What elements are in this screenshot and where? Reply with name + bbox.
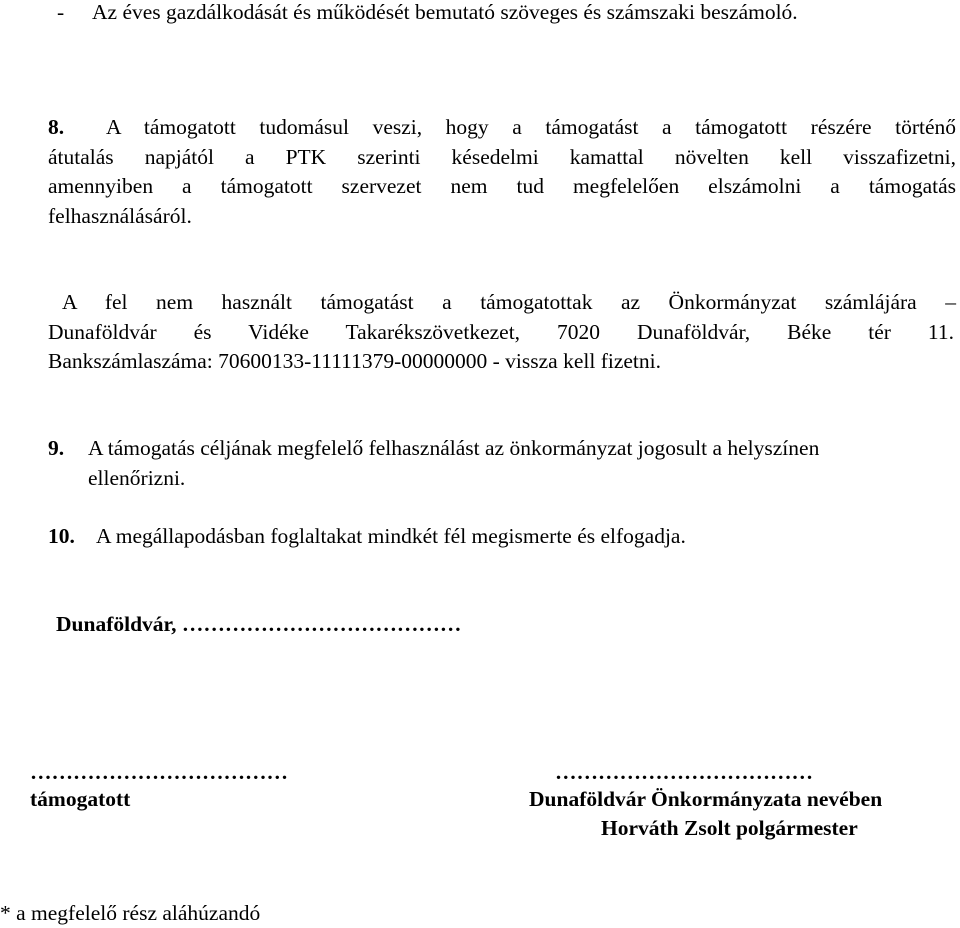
section-8-line-4: felhasználásáról. [48, 204, 192, 228]
place-date-line: Dunaföldvár, ………………………………… [56, 612, 462, 636]
section-10-text: A megállapodásban foglaltakat mindkét fél megismerte és elfogadja. [96, 524, 686, 548]
footnote: * a megfelelő rész aláhúzandó [0, 901, 261, 925]
signature-label-left: támogatott [30, 787, 131, 811]
repayment-line-3: Bankszámlaszáma: 70600133-11111379-00000000 - vissza kell fizetni. [48, 349, 662, 373]
section-8-number: 8. [48, 115, 65, 139]
section-8-line-1: A támogatott tudomásul veszi, hogy a támogatást a támogatott részére történő [106, 115, 956, 139]
section-9-line-1: A támogatás céljának megfelelő felhasználást az önkormányzat jogosult a helyszínen [88, 436, 820, 460]
signature-label-right: Dunaföldvár Önkormányzata nevében [529, 787, 883, 811]
repayment-line-1: A fel nem használt támogatást a támogatottak az Önkormányzat számlájára – [62, 290, 956, 314]
signatory-name: Horváth Zsolt polgármester [601, 816, 858, 840]
intro-item-text: Az éves gazdálkodását és működését bemutató szöveges és számszaki beszámoló. [92, 0, 798, 24]
section-10-number: 10. [48, 524, 75, 548]
list-dash: - [57, 0, 65, 24]
signature-dots-right: ……………………………… [555, 760, 813, 784]
repayment-line-2: Dunaföldvár és Vidéke Takarékszövetkezet, 7020 Dunaföldvár, Béke tér 11. [48, 320, 954, 344]
section-9-number: 9. [48, 436, 65, 460]
signature-dots-left: ……………………………… [30, 760, 288, 784]
section-8-line-3: amennyiben a támogatott szervezet nem tud megfelelően elszámolni a támogatás [48, 174, 956, 198]
section-8-line-2: átutalás napjától a PTK szerinti késedelmi kamattal növelten kell visszafizetni, [48, 145, 956, 169]
section-9-line-2: ellenőrizni. [88, 466, 186, 490]
